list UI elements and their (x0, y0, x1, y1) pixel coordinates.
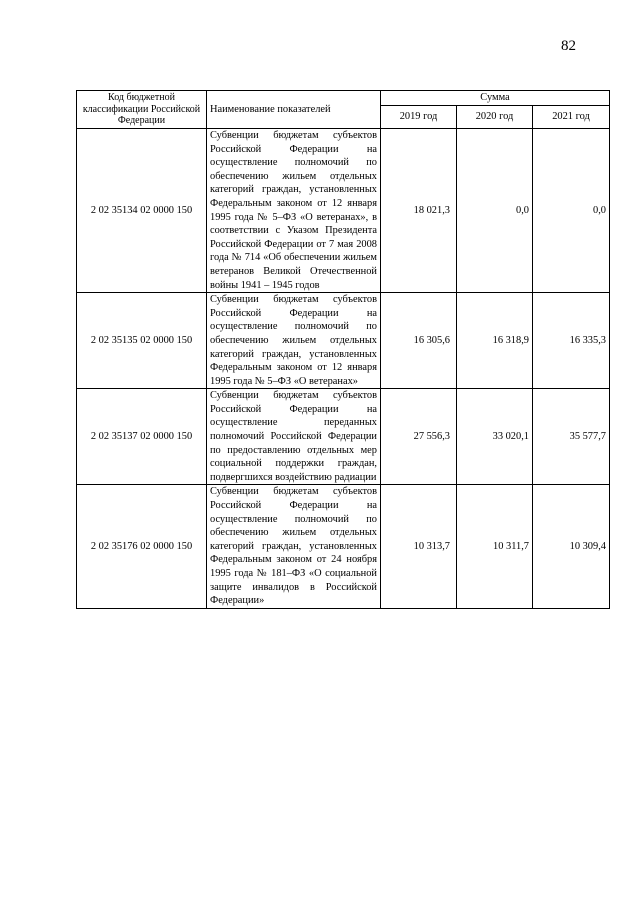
row-value-2019: 18 021,3 (381, 129, 457, 293)
row-name: Субвенции бюджетам субъектов Российской Федерации на осуществление переданных полномочий Российской Федерации по предоставлению отдельных мер социальной поддержки граждан, подвергшихся воздействию радиации (207, 389, 381, 485)
row-name: Субвенции бюджетам субъектов Российской Федерации на осуществление полномочий по обеспечению жильем отдельных категорий граждан, установленных Федеральным законом от 12 января 1995 года № 5–ФЗ «О ветеранах», в соответствии с Указом Президента Российской Федерации от 7 мая 2008 года № 714 «Об обеспечении жильем ветеранов Великой Отечественной войны 1941 – 1945 годов (207, 129, 381, 293)
table-row (77, 129, 610, 293)
header-sum: Сумма (381, 91, 610, 106)
row-code: 2 02 35137 02 0000 150 (77, 389, 207, 485)
table-row (77, 389, 610, 485)
row-value-2021: 0,0 (533, 129, 610, 293)
row-value-2020: 0,0 (457, 129, 533, 293)
row-value-2021: 10 309,4 (533, 485, 610, 608)
header-year-2019: 2019 год (381, 106, 457, 129)
header-year-2021: 2021 год (533, 106, 610, 129)
page-number: 82 (561, 38, 576, 54)
row-value-2019: 16 305,6 (381, 293, 457, 389)
row-value-2019: 27 556,3 (381, 389, 457, 485)
row-code: 2 02 35134 02 0000 150 (77, 129, 207, 293)
row-value-2020: 16 318,9 (457, 293, 533, 389)
row-value-2020: 10 311,7 (457, 485, 533, 608)
row-value-2021: 35 577,7 (533, 389, 610, 485)
row-value-2019: 10 313,7 (381, 485, 457, 608)
row-code: 2 02 35135 02 0000 150 (77, 293, 207, 389)
table-row (77, 293, 610, 389)
table-header-row (77, 91, 610, 106)
row-name: Субвенции бюджетам субъектов Российской Федерации на осуществление полномочий по обеспечению жильем отдельных категорий граждан, установленных Федеральным законом от 24 ноября 1995 года № 181–ФЗ «О социальной защите инвалидов в Российской Федерации» (207, 485, 381, 608)
header-code: Код бюджетной классификации Российской Федерации (77, 91, 207, 129)
table-row (77, 485, 610, 608)
header-name: Наименование показателей (207, 91, 381, 129)
row-name: Субвенции бюджетам субъектов Российской Федерации на осуществление полномочий по обеспечению жильем отдельных категорий граждан, установленных Федеральным законом от 12 января 1995 года № 5–ФЗ «О ветеранах» (207, 293, 381, 389)
header-year-2020: 2020 год (457, 106, 533, 129)
row-value-2021: 16 335,3 (533, 293, 610, 389)
row-value-2020: 33 020,1 (457, 389, 533, 485)
budget-table (76, 90, 610, 609)
row-code: 2 02 35176 02 0000 150 (77, 485, 207, 608)
